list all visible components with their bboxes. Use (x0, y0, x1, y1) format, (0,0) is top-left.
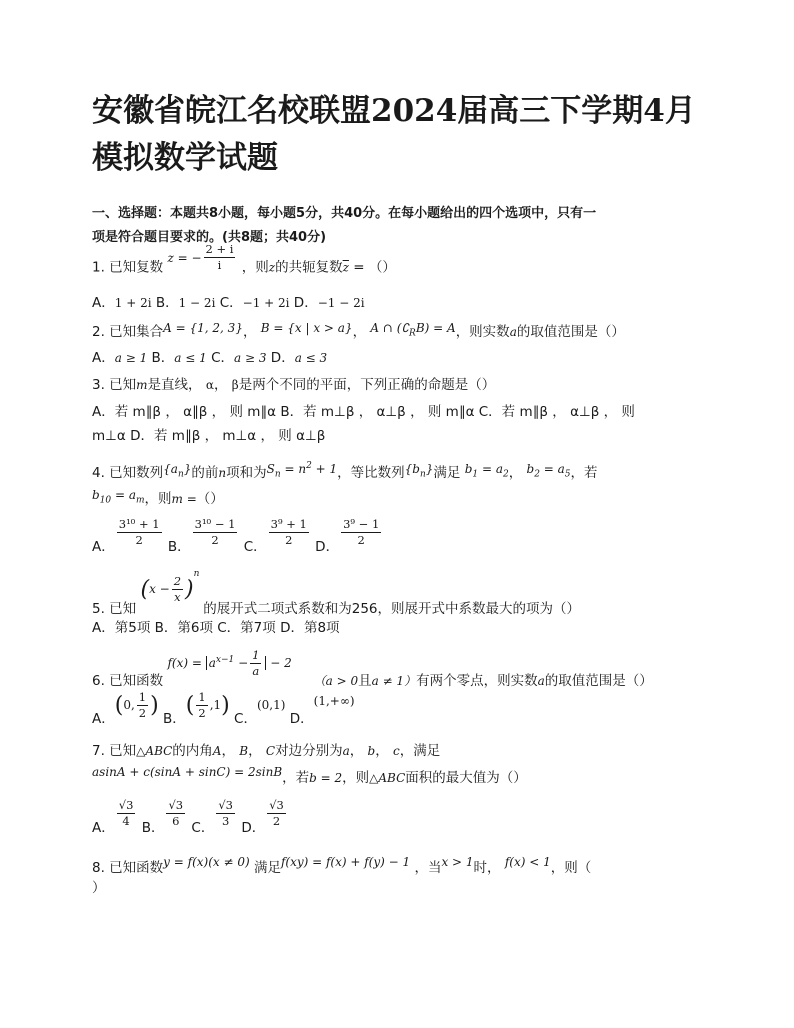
q1-opt-a: 1 + 2i (114, 296, 152, 310)
q2-suffix: 的取值范围是（） (516, 324, 625, 340)
q8-then: ，则（ (550, 860, 592, 876)
q7-B: B (239, 744, 249, 758)
q1-z-var: z (268, 260, 276, 275)
q7-opt-a-label: A． (92, 819, 115, 836)
q4-sn (266, 461, 338, 480)
q5-expression (140, 569, 203, 604)
q6-fx: f(x) = (167, 656, 202, 670)
q7-opt-a-num: √3 (118, 798, 134, 812)
q4-b10-b: b (92, 488, 100, 502)
q4-an-close: } (183, 462, 192, 476)
q6-opt-a-paren-open: ( (114, 693, 124, 718)
q6-opt-a-label: A． (92, 711, 115, 727)
q1-opt-c-label: C． (219, 295, 243, 311)
q8-prefix: 8. 已知函数 (92, 860, 164, 876)
q2-cond-b: B) = A (415, 321, 456, 335)
q1-suffix-a: 的共轭复数 (275, 259, 343, 276)
q4-opt-d-label: D． (315, 538, 340, 555)
q2-a-var: a (509, 325, 517, 339)
q6-opt-a-den: 2 (138, 706, 147, 720)
q7-options (92, 798, 288, 836)
q6-opt-b-right: ,1 (209, 698, 222, 712)
q4-bn (404, 462, 434, 480)
q3-line: 是直线， (147, 377, 202, 393)
q7-tri2: △ABC (369, 771, 406, 785)
q4-b2 (526, 462, 571, 480)
question-5 (92, 569, 712, 617)
q4-front: 的前 (191, 465, 219, 481)
q4-opt-d-den: 2 (357, 533, 365, 547)
q4-opt-d (341, 517, 381, 548)
q5-paren-close: ) (185, 577, 194, 602)
q2-cond-sub: R (409, 328, 416, 339)
q7-opt-b-num: √3 (168, 798, 184, 812)
q8-eq: f(xy) = f(x) + f(y) − 1 (280, 855, 411, 869)
q7-tri: △ABC (136, 744, 173, 758)
q6-function (167, 648, 295, 678)
q4-b1-eq: = a (478, 462, 503, 476)
q4-comma: ， (508, 465, 523, 481)
q8-satisfy: 满足 (253, 860, 281, 876)
q5-frac-den: x (174, 590, 181, 604)
q4-opt-c-label: C． (243, 538, 267, 555)
q1-fraction (204, 242, 236, 273)
q4-opt-a-label: A． (92, 538, 115, 555)
q2-opt-a-label: A． (92, 350, 115, 366)
q6-abs-minus: − (234, 656, 249, 670)
q4-bn-close: } (425, 462, 434, 476)
q8-when: ，当 (414, 860, 442, 876)
q6-opt-b-num: 1 (198, 690, 206, 704)
q3-options-line-1: A．若 m∥β ， α∥β ， 则 m∥α B．若 m⊥β ， α⊥β ， 则 m∥α C．若 m∥β ， α⊥β ， 则 (92, 404, 635, 420)
question-1 (92, 242, 712, 283)
q2-comma-1: ， (242, 324, 257, 340)
q7-opt-c (216, 798, 235, 829)
question-6 (92, 648, 712, 689)
q3-comma: ， (213, 377, 228, 393)
q6-opt-a-left: 0, (123, 698, 135, 712)
page-title (92, 88, 732, 182)
q1-opt-d-label: D． (293, 295, 318, 311)
q4-m-eq: m = (171, 492, 197, 506)
q7-if: ，若 (282, 770, 310, 786)
q7-b-eq: b = 2 (309, 771, 343, 785)
q6-abs-num: 1 (252, 648, 260, 662)
q7-opt-a (117, 798, 136, 829)
q7-opt-b (166, 798, 185, 829)
q4-an-sub: n (177, 469, 184, 480)
q4-opt-a (117, 517, 162, 548)
section-header-line-1: 一、选择题：本题共8小题，每小题5分，共40分。在每小题给出的四个选项中，只有一 (92, 206, 597, 221)
q7-opt-d (267, 798, 286, 829)
q4-bn-open: {b (404, 462, 420, 476)
q3-options-line-2: m⊥α D．若 m∥β ， m⊥α ， 则 α⊥β (92, 428, 326, 444)
q4-b2-sub: 2 (534, 469, 540, 480)
q4-mid: ，等比数列 (337, 465, 405, 481)
q1-frac-den: i (217, 258, 222, 272)
q1-middle: ，则 (241, 259, 269, 276)
q4-sn-sup: 2 (306, 461, 312, 471)
q7-eq: asinA + c(sinA + sinC) = 2sinB (92, 765, 283, 779)
q6-opt-b-paren-close: ) (221, 693, 230, 718)
q4-opt-a-num: 3¹⁰ + 1 (118, 517, 160, 531)
q4-b1-b: b (464, 462, 473, 476)
q4-opt-c (269, 517, 309, 548)
q2-prefix: 2. 已知集合 (92, 324, 164, 340)
q6-opt-a (114, 690, 159, 720)
q7-opt-b-label: B． (141, 819, 165, 836)
question-4 (92, 460, 712, 489)
q4-b1-sub: 1 (472, 469, 479, 480)
q4-an-open: {a (163, 462, 178, 476)
q6-abs-a: a (208, 656, 216, 670)
question-2 (92, 322, 712, 348)
q1-opt-d: −1 − 2i (317, 296, 365, 310)
q4-b1-eq-sub: 2 (502, 469, 509, 480)
q7-angles: 的内角 (172, 743, 213, 759)
q7-opt-c-label: C． (191, 819, 215, 836)
q6-opt-b (185, 690, 230, 720)
q4-opt-d-num: 3⁹ − 1 (343, 517, 380, 531)
q7-c2: ， (248, 743, 262, 759)
question-7 (92, 741, 712, 762)
q1-prefix: 1. 已知复数 (92, 259, 164, 276)
question-7-line-2 (92, 765, 712, 789)
q7-opt-c-num: √3 (218, 798, 234, 812)
q5-frac-num: 2 (173, 574, 182, 588)
q7-opt-d-label: D． (241, 819, 266, 836)
q2-opt-a: a ≥ 1 (114, 351, 148, 365)
q7-opt-a-den: 4 (122, 814, 130, 828)
q4-b10 (92, 488, 145, 506)
q3-beta: β (231, 378, 239, 392)
q6-a-var: a (537, 674, 545, 688)
q1-opt-b: 1 − 2i (178, 296, 216, 310)
q4-bn-sub: n (419, 469, 426, 480)
q7-opt-d-num: √3 (269, 798, 284, 812)
q7-C: C (265, 744, 276, 758)
q4-satisfy: 满足 (433, 465, 461, 481)
q2-opt-d: a ≤ 3 (294, 351, 328, 365)
q4-an (163, 462, 192, 480)
q6-opt-c: (0,1) (256, 698, 286, 712)
q4-sn-tail: + 1 (311, 462, 338, 476)
q4-b10-sub: 10 (99, 495, 112, 506)
q4-opt-b-num: 3¹⁰ − 1 (194, 517, 236, 531)
q8-cond: x > 1 (441, 855, 474, 869)
q2-condition (370, 321, 456, 339)
q6-cond-1: （a > 0 (313, 674, 359, 688)
q4-opt-b-den: 2 (211, 533, 219, 547)
q6-cond-2: a ≠ 1） (371, 674, 417, 688)
q5-prefix: 5. 已知 (92, 601, 137, 617)
q8-time: 时， (473, 860, 501, 876)
q4-b10-eq-sub: m (135, 495, 145, 506)
q6-opt-b-frac (196, 690, 207, 721)
q5-exp: n (193, 569, 200, 579)
q4-n: n (218, 466, 227, 480)
q5-options: A．第5项 B．第6项 C．第7项 D．第8项 (92, 620, 340, 636)
q4-b1 (464, 462, 509, 480)
section-header (92, 202, 712, 250)
q2-opt-b-label: B． (151, 350, 175, 366)
q4-opt-a-den: 2 (135, 533, 143, 547)
q6-opt-d: (1,+∞) (313, 694, 355, 708)
q6-abs-frac (250, 648, 261, 679)
q4-paren: （） (196, 491, 224, 507)
q7-A: A (212, 744, 222, 758)
q4-then: ，则 (144, 491, 172, 507)
q4-opt-c-num: 3⁹ + 1 (270, 517, 307, 531)
q2-opt-b: a ≤ 1 (174, 351, 207, 365)
title-line-2: 模拟数学试题 (92, 140, 278, 176)
q5-paren-open: ( (140, 577, 150, 602)
q7-sides: 对边分别为 (275, 743, 343, 759)
q6-opt-d-label: D． (289, 711, 314, 727)
q7-suffix: 面积的最大值为（） (405, 770, 527, 786)
q6-opt-b-paren-open: ( (185, 693, 195, 718)
q5-frac (172, 574, 183, 605)
q3-prefix: 3. 已知 (92, 377, 137, 393)
q7-prefix: 7. 已知 (92, 743, 137, 759)
q7-opt-c-den: 3 (222, 814, 230, 828)
q4-opt-b-label: B． (167, 538, 191, 555)
q6-tail: − 2 (266, 656, 292, 670)
q1-opt-b-label: B． (155, 295, 179, 311)
question-8-line-2: ） (92, 880, 106, 896)
q7-a: a (342, 744, 350, 758)
q3-alpha: α (205, 378, 214, 392)
q6-conditions (314, 673, 653, 689)
q4-b2-eq: = a (539, 462, 565, 476)
q8-fn: y = f(x)(x ≠ 0) (163, 855, 250, 869)
q7-c3: ， (349, 743, 364, 759)
q7-opt-b-den: 6 (172, 814, 180, 828)
q4-sn-rhs: = n (280, 462, 307, 476)
q2-options (92, 348, 327, 369)
q4-sum-text: 项和为 (226, 465, 267, 481)
q6-abs (206, 648, 267, 678)
q7-then: ，则 (342, 770, 370, 786)
q2-opt-c-label: C． (211, 350, 235, 366)
q4-prefix: 4. 已知数列 (92, 465, 164, 481)
q6-opt-b-den: 2 (198, 706, 206, 720)
q6-opt-a-num: 1 (138, 690, 147, 704)
q4-opt-c-den: 2 (285, 533, 293, 547)
q7-satisfy: ，满足 (399, 743, 441, 759)
q7-c: c (393, 744, 400, 758)
q6-suffix-a: 有两个零点，则实数 (416, 673, 538, 689)
q7-c4: ， (375, 743, 389, 759)
q2-comma-2: ， (352, 324, 367, 340)
question-8 (92, 852, 712, 876)
q2-cond-a: A ∩ (∁ (370, 321, 410, 335)
question-3 (92, 375, 712, 396)
q4-sn-s: S (266, 462, 275, 476)
q5-expr-x: x − (149, 582, 170, 596)
q2-opt-c: a ≥ 3 (234, 351, 267, 365)
q2-opt-d-label: D． (270, 350, 295, 366)
q1-opt-a-label: A． (92, 295, 115, 311)
q6-opt-a-paren-close: ) (150, 693, 159, 718)
q1-suffix-b: = （） (348, 259, 396, 276)
q1-options (92, 293, 365, 314)
q4-b2-eq-sub: 5 (564, 469, 571, 480)
q4-b10-eq: = a (111, 488, 136, 502)
q6-suffix-b: 的取值范围是（） (544, 673, 653, 689)
q4-options (92, 517, 383, 555)
q6-opt-c-label: C． (234, 711, 257, 727)
q2-set-b: B = {x | x > a} (260, 321, 353, 335)
q8-ineq: f(x) < 1 (504, 855, 551, 869)
q6-options (92, 690, 355, 727)
q3-m: m (136, 378, 148, 392)
title-line-1: 安徽省皖江名校联盟2024届高三下学期4月 (92, 93, 696, 129)
q7-b: b (367, 744, 376, 758)
q1-z-lhs: z = − (167, 250, 202, 265)
q6-abs-den: a (252, 664, 260, 678)
q6-and: 且 (358, 673, 372, 689)
section-header-line-2: 项是符合题目要求的。(共8题；共40分) (92, 230, 327, 245)
q1-opt-c: −1 + 2i (242, 296, 290, 310)
q2-comma-3: ，则实数 (455, 324, 510, 340)
q6-opt-a-frac (137, 690, 148, 721)
q7-c1: ， (221, 743, 235, 759)
q2-set-a: A = {1, 2, 3} (163, 321, 243, 335)
q6-prefix: 6. 已知函数 (92, 673, 164, 689)
q6-opt-b-label: B． (163, 711, 186, 727)
q4-b2-b: b (526, 462, 535, 476)
q7-opt-d-den: 2 (272, 814, 281, 828)
q3-suffix: 是两个不同的平面，下列正确的命题是（） (238, 377, 496, 393)
q4-opt-b (193, 517, 238, 548)
q5-suffix: 的展开式二项式系数和为256，则展开式中系数最大的项为（） (203, 601, 581, 617)
q1-zbar: $\overline{z}$ (342, 260, 349, 275)
q6-abs-sup: x−1 (215, 655, 235, 665)
q1-frac-num: 2 + i (205, 242, 234, 256)
question-4-line-2 (92, 489, 712, 515)
q4-sn-sub: n (274, 469, 281, 480)
q4-if: ，若 (570, 465, 598, 481)
